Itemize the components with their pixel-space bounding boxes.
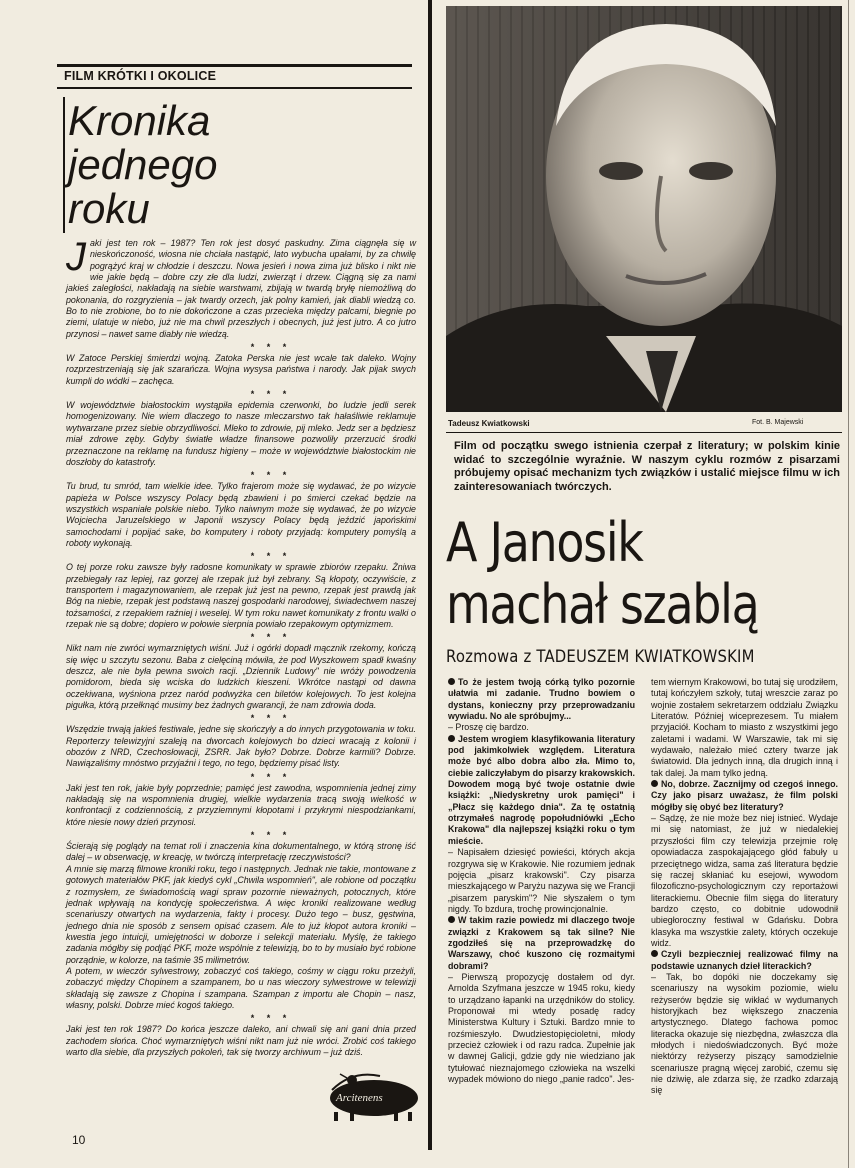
left-paragraph-1: [66, 235, 416, 340]
interview-question: W takim razie powiedz mi dlaczego twoje związki z Krakowem są tak silne? Nie zgodziłeś się na przeprowadzkę do Warszawy, choć kuszono cię rozmaitymi dobrami?: [448, 915, 635, 971]
stars-separator: * * *: [250, 551, 292, 562]
interview-question: Jestem wrogiem klasyfikowania literatury pod jakimkolwiek względem. Literatura może być albo dobra albo zła. Mimo to, ciebie zaliczyłabym do pisarzy krakowskich. Dowodem mogą być twoje ostatnie dwie książki: „Niedyskretny urok pamięci" i „Płacz się każdego dnia". Za tę ostatnią otrzymałeś nagrodę popołudniówki „Echo Krakowa" dla najlepszej książki roku o tym mieście.: [448, 733, 635, 846]
title-side-rule: [63, 97, 65, 233]
left-paragraph-5: O tej porze roku zawsze były radosne komunikaty w sprawie zbiorów rzepaku. Żniwa przebiegały raz lepiej, raz gorzej ale rzepak już był zebrany. Są kłopoty, oczywiście, z transportem i magazynowaniem, ale rzepak już jest na pewno, rzepak jest prawdą jak Bóg na niebie, rzepak jest podstawą naszej gospodarki narodowej, świadectwem naszej tożsamości, z rzepakiem raźniej i weselej. W tym roku nawet komunikaty z frontu walki o rzepak nie są dobre; dopiero w połowie sierpnia powiało rzepakowym optymizmem.: [66, 562, 416, 629]
intro-top-rule: [446, 432, 842, 433]
left-title: [68, 99, 217, 231]
left-paragraph-1-text: aki jest ten rok – 1987? Ten rok jest dosyć paskudny. Zima ciągnęła się w nieskończoność, wiosna nie chciała nastąpić, lato wybucha upałami, by za chwilę pogrążyć kraj w chłodzie i deszczu. Nowa jesień i nowa zima już blisko i nikt nie wie jakie będą – dobre czy złe dla ludzi, zwierząt i drzew. Ciągną się za nami jakieś zaległości, nakładają na siebie warstwami, zbijają w twardą bryłę niemożliwą do pokonania, do rozgryzienia – jak twardy orzech, jak polny kamień, jak diabli wiedzą co. Bo to nie zrobione, bo to nie dokończone a czas przecieka między palcami, biegnie po ziemi, ulatuje w niebo, już nie ma chwil przeszłych i obecnych, już jest jutro. A co jutro przynosi – nawet same diabły nie wiedzą.: [66, 238, 416, 339]
left-title-line3: roku: [68, 185, 150, 232]
interview-answer: – Tak, bo dopóki nie doczekamy się scenariuszy na wysokim poziomie, wielu reżyserów będzie się wikłać w wydumanych historyjkach bez większego znaczenia artystycznego. Dlatego fachowa pomoc literacka okazuje się niezbędna, zwłaszcza dla młodych i niedoświadczonych. Być może niektórzy reżyserzy piszący samodzielnie scenariusze pragną więcej zarobić, czemu się nie dziwię, ale zdarza się, że rzadko zdarzają się: [651, 971, 838, 1096]
column-divider: [428, 0, 432, 1150]
portrait-figure-icon: [446, 6, 842, 412]
photo-credit: Fot. B. Majewski: [752, 419, 804, 426]
left-sub-rule: [57, 87, 412, 89]
left-paragraph-2: W Zatoce Perskiej śmierdzi wojną. Zatoka Perska nie jest wcale tak daleko. Wojny rozprzestrzeniają się jak szarańcza. Wojna wysysa państwa i narody. Jak pijak swych kumpli do wódki – zachęca.: [66, 353, 416, 386]
interview-question: Czyli bezpieczniej realizować filmy na podstawie uznanych dzieł literackich?: [651, 949, 838, 971]
interview-answer: – Pierwszą propozycję dostałem od dyr. Arnolda Szyfmana jeszcze w 1945 roku, kiedy to urządzano łapanki na urzędników do stolicy. Proponował mi wtedy posadę radcy Ministerstwa Kultury i Sztuki. Bardzo mnie to rozśmieszyło. Dwudziestopięcioletni, młody przecież człowiek i od razu radca. Zupełnie jak w dawnej Galicji, gdzie gdy nie wiedziano jak tytułować nieznajomego człowieka na wszelki wypadek mówiono do niego „panie radco". Jes-: [448, 971, 635, 1085]
interview-answer: – Sądzę, że nie może bez niej istnieć. Wydaje mi się natomiast, że już w niedalekiej przyszłości film czy telewizja przejmie rolę opowiadacza zaspokajającego głód fabuły u przeciętnego widza, sama zaś literatura będzie się raczej skłaniać ku esejowi, wywodom filozoficzno-psychologicznym czy reportażowi literackiemu. Obecnie film sięga do literatury bardzo często, co dobitnie udowodnił ubiegłoroczny festiwal w Gdańsku. Dobra klasyka ma wszystkie zalety, których oczekuje widz.: [651, 813, 838, 948]
stars-separator: * * *: [250, 470, 292, 481]
subtitle: Rozmowa z TADEUSZEM KWIATKOWSKIM: [446, 647, 755, 666]
left-paragraph-8: Jaki jest ten rok, jakie były poprzednie; pamięć jest zawodna, wspomnienia jednej zimy nakładają się na wspomnienia drugiej, wielkie wydarzenia tracą swoją wielkość w konfrontacji z codziennością, z przyziemnymi kłopotami i przykrymi niespodziankami, które niesie nowy dzień przynosi.: [66, 782, 416, 827]
portrait-photo: [446, 6, 842, 412]
left-title-line2: jednego: [68, 141, 218, 188]
bullet-icon: [651, 780, 658, 787]
interview-question: To że jestem twoją córką tylko pozornie ułatwia mi zadanie. Trudno bowiem o dystans, konieczny przy przeprowadzaniu wywiadu. No ale spróbujmy...: [448, 677, 635, 722]
interview-answer: – Proszę cię bardzo.: [448, 722, 529, 733]
stars-separator: * * *: [250, 632, 292, 643]
left-paragraph-9: Ścierają się poglądy na temat roli i znaczenia kina dokumentalnego, w którą stronę iść dalej – w obserwację, w kreację, w twórczą interpretację rzeczywistości?: [66, 841, 416, 863]
left-paragraph-11: A potem, w wieczór sylwestrowy, zobaczyć coś takiego, cośmy w ciągu roku przeżyli, zobaczyć między Chopinem a szampanem, bo u nas wieczory sylwestrowe w telewizji składają się zawsze z Chopina i szampana. Szampan z importu ale Chopin – nasz, własny, polski. Dobrze mieć kogoś takiego.: [66, 965, 416, 1010]
drop-cap: J: [66, 235, 86, 279]
bullet-icon: [448, 916, 455, 923]
stars-separator: * * *: [250, 342, 292, 353]
stars-separator: * * *: [250, 771, 292, 782]
intro-text: Film od początku swego istnienia czerpał z literatury; w polskim kinie widać to szczególnie wyraźnie. W naszym cyklu rozmów z pisarzami próbujemy opisać mechanizm tych związków i ustalić miejsce filmu w ich zainteresowaniach twórczych.: [454, 440, 840, 493]
right-edge-rule: [848, 0, 849, 1168]
left-title-line1: Kronika: [68, 97, 211, 144]
interview-column-2: [651, 677, 838, 1150]
bullet-icon: [448, 678, 455, 685]
interview-question: No, dobrze. Zacznijmy od czegoś innego. Czy jako pisarz uważasz, że film polski mógłby się obyć bez literatury?: [651, 779, 838, 812]
section-label: FILM KRÓTKI I OKOLICE: [64, 69, 217, 83]
left-article-body: [66, 235, 416, 1057]
bullet-icon: [651, 950, 658, 957]
left-top-rule: [57, 64, 412, 67]
main-title: [446, 512, 759, 636]
main-title-line1: A Janosik: [446, 511, 643, 574]
interview-answer: – Napisałem dziesięć powieści, których akcja rozgrywa się w Krakowie. Nie rozumiem jednak pojęcia „pisarz krakowski". Czy pisarza mieszkającego w Paryżu nazywa się we Francji „pisarzem paryskim"? Nie słyszałem o tym nigdy. To bzdura, trochę prowincjonalnie.: [448, 847, 635, 914]
left-paragraph-3: W województwie białostockim wystąpiła epidemia czerwonki, bo ludzie jedli serek homogenizowany. Nie wiem dlaczego to nasze mleczarstwo tak hałaśliwie reklamuje wytwarzane przez siebie obrzydliwości. Mleko to zdrowie, pij mleko. Jedz ser a będziesz miał zdrowe zęby. Gdyby światłe władze finansowe pozwoliły przerzucić środki przeznaczone na reklamę na fundusz higieny – może w województwie białostockim nie doszłoby do katastrofy.: [66, 400, 416, 467]
stars-separator: * * *: [250, 389, 292, 400]
left-paragraph-7: Wszędzie trwają jakieś festiwale, jedne się skończyły a do innych przygotowania w toku. Reporterzy telewizyjni szaleją na dworcach kolejowych bo dzieci wracają z kolonii i obozów z NRD, Czechosłowacji, ZSRR. Jak było? Dobrze. Dobrze karmili? Dobrze. Nawiązaliśmy mnóstwo przyjaźni i tego, no tego, będziemy pisać listy.: [66, 724, 416, 769]
left-paragraph-6: Nikt nam nie zwróci wymarzniętych wiśni. Już i ogórki dopadł mącznik rzekomy, kończą się więc u szczytu sezonu. Baba z cielęciną mówiła, że pod Wyszkowem spadł kwaśny deszcz, ale nie była pewna swoich racji. „Dziennik Ludowy" nie wróży powodzenia pomidorom, bieda się wciska do ludzkich kieszeni. Wkrótce nastąpi od dawna oczekiwana, wyśniona przez naród podwyżka cen biletów kolejowych. To jest kolejna pigułka, którą przełknąć musimy bez żadnych gwarancji, że nam zdrowia doda.: [66, 643, 416, 711]
main-title-line2: machał szablą: [446, 573, 759, 636]
interview-column-1: [448, 677, 635, 1150]
left-paragraph-4: Tu brud, tu smród, tam wielkie idee. Tylko frajerom może się wydawać, że po wizycie papieża w Polsce wszyscy Polacy będą zbawieni i po śmierci czekać będzie na wszystkich wspaniałe polskie niebo. Tylko naiwnym może się wydawać, że po wizycie Wojciecha Jaruzelskiego w Japonii wszyscy Polacy będą jeździć japońskimi samochodami i popijać sake, bo komputery i roboty przyjadą: komputery pomyślą a roboty wykonają.: [66, 481, 416, 548]
author-signature-logo: [322, 1068, 422, 1122]
left-paragraph-12: Jaki jest ten rok 1987? Do końca jeszcze daleko, ani chwali się ani gani dnia przed zachodem słońca. Choć wymarzniętych wiśni nikt nam już nie wróci. Zrobić coś takiego warto dla siebie, dla przyszłych pokoleń, tak się tworzy archiwum – już dziś.: [66, 1024, 416, 1057]
stars-separator: * * *: [250, 830, 292, 841]
interview-answer: tem wiernym Krakowowi, bo tutaj się urodziłem, tutaj kończyłem szkoły, tutaj wreszcie zaraz po wojnie zostałem sekretarzem oddziału Związku Literatów. Później wiceprezesem. Tu miałem przyjaciół. Kocham to miasto z wszystkimi jego zaletami i wadami. W Warszawie, tak mi się wydawało, należało mieć cztery twarze jak światowid. Dla jednych inną, dla drugich inną i tak dalej. Ja mam tylko jedną.: [651, 677, 838, 778]
author-signature-text: Arcitenens: [336, 1092, 383, 1104]
stars-separator: * * *: [250, 1013, 292, 1024]
stars-separator: * * *: [250, 713, 292, 724]
bullet-icon: [448, 735, 455, 742]
photo-caption: Tadeusz Kwiatkowski: [448, 419, 530, 428]
page-number: 10: [72, 1133, 86, 1147]
left-paragraph-10: A mnie się marzą filmowe kroniki roku, tego i następnych. Jednak nie takie, montowane z gotowych materiałów PKF, jak kiedyś cykl „Chwila wspomnień", ale robione od początku z rozmysłem, ze świadomością wagi spraw pozornie nieważnych, potocznych, które jednak wpływają na kondycję społeczeństwa. A więc kroniki realizowane według scenariuszy otwartych na wydarzenia, fakty i procesy. Dużo tego – busz, gęstwina, jednego dnia nie sposób z sensem opisać czasem. Ale to już kłopot autora kroniki – kwestia jego intuicji, umiejętności w doborze i selekcji materiału. Myślę, że takiego zadania mógłby się podjąć PKF, może wspólnie z telewizją, bo to by musiało być robione porządnie, w kolorze, na taśmie 35 milimetrów.: [66, 863, 416, 965]
